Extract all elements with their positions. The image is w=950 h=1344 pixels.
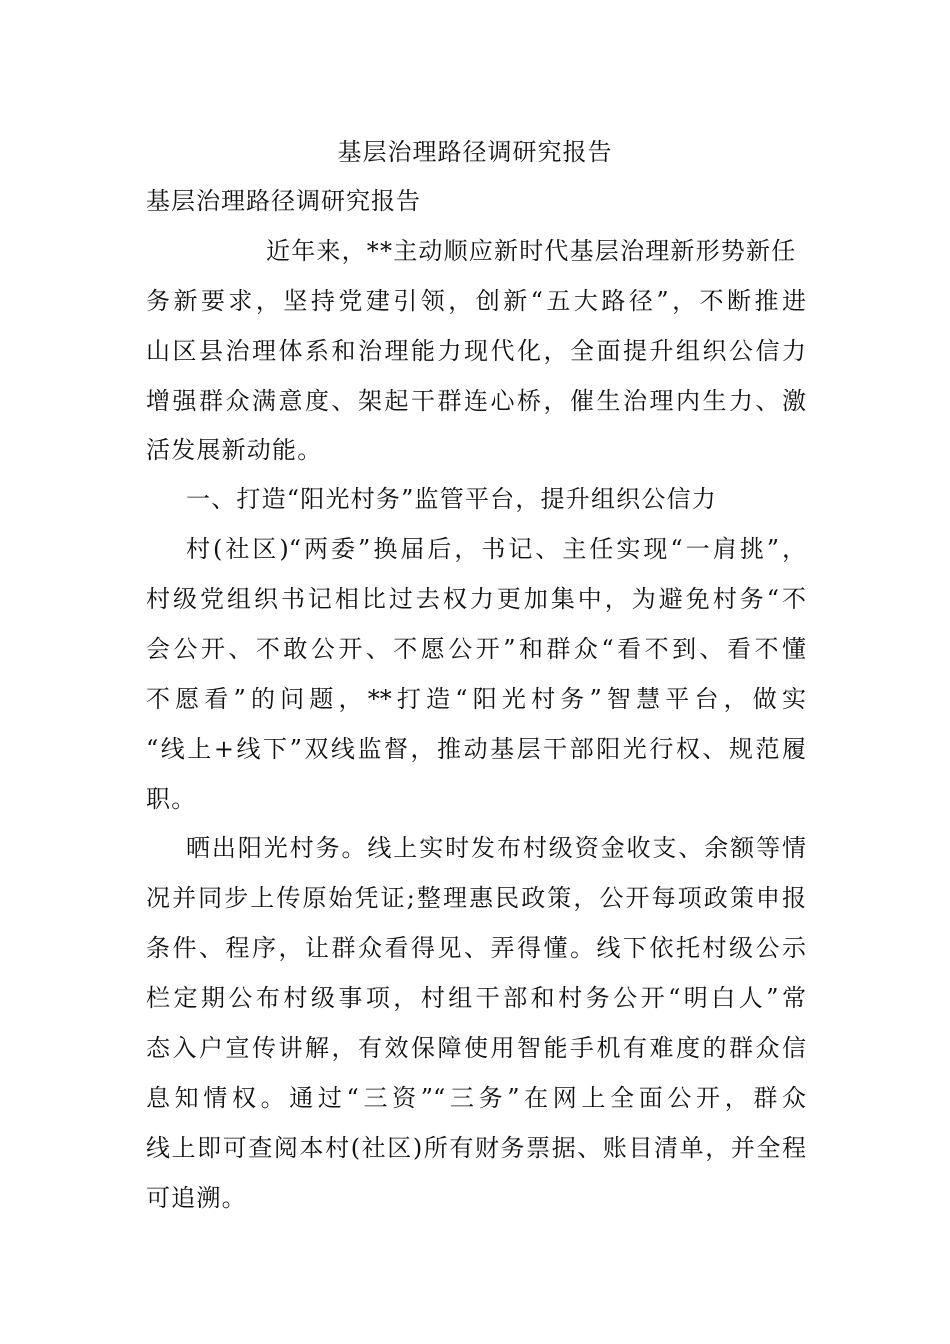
paragraph-line: 条件、程序，让群众看得见、弄得懂。线下依托村级公示 <box>146 934 806 962</box>
paragraph-line: 村(社区)“两委”换届后，书记、主任实现“一肩挑”， <box>186 535 806 563</box>
paragraph-line: 晒出阳光村务。线上实时发布村级资金收支、余额等情 <box>186 834 806 862</box>
paragraph-line: 山区县治理体系和治理能力现代化，全面提升组织公信力 <box>146 337 806 365</box>
paragraph-line: 息知情权。通过“三资”“三务”在网上全面公开，群众 <box>146 1084 806 1112</box>
paragraph-line: 会公开、不敢公开、不愿公开”和群众“看不到、看不懂 <box>146 635 806 663</box>
paragraph-line: 务新要求，坚持党建引领，创新“五大路径”，不断推进 <box>146 287 806 315</box>
paragraph-line: 近年来，**主动顺应新时代基层治理新形势新任 <box>266 237 797 265</box>
paragraph-line: 可追溯。 <box>146 1184 247 1212</box>
section-heading: 一、打造“阳光村务”监管平台，提升组织公信力 <box>186 485 717 513</box>
paragraph-line: 不愿看”的问题，**打造“阳光村务”智慧平台，做实 <box>146 685 806 713</box>
paragraph-line: 栏定期公布村级事项，村组干部和村务公开“明白人”常 <box>146 984 806 1012</box>
paragraph-line: 态入户宣传讲解，有效保障使用智能手机有难度的群众信 <box>146 1034 806 1062</box>
paragraph-line: 线上即可查阅本村(社区)所有财务票据、账目清单，并全程 <box>146 1134 806 1162</box>
paragraph-line: 职。 <box>146 785 197 813</box>
paragraph-line: 活发展新动能。 <box>146 436 323 464</box>
paragraph-line: “线上+线下”双线监督，推动基层干部阳光行权、规范履 <box>146 735 806 763</box>
document-title: 基层治理路径调研究报告 <box>337 138 613 166</box>
paragraph-line: 增强群众满意度、架起干群连心桥，催生治理内生力、激 <box>146 387 806 415</box>
document-subtitle: 基层治理路径调研究报告 <box>146 187 421 215</box>
paragraph-line: 村级党组织书记相比过去权力更加集中，为避免村务“不 <box>146 585 806 613</box>
paragraph-line: 况并同步上传原始凭证;整理惠民政策，公开每项政策申报 <box>146 884 806 912</box>
